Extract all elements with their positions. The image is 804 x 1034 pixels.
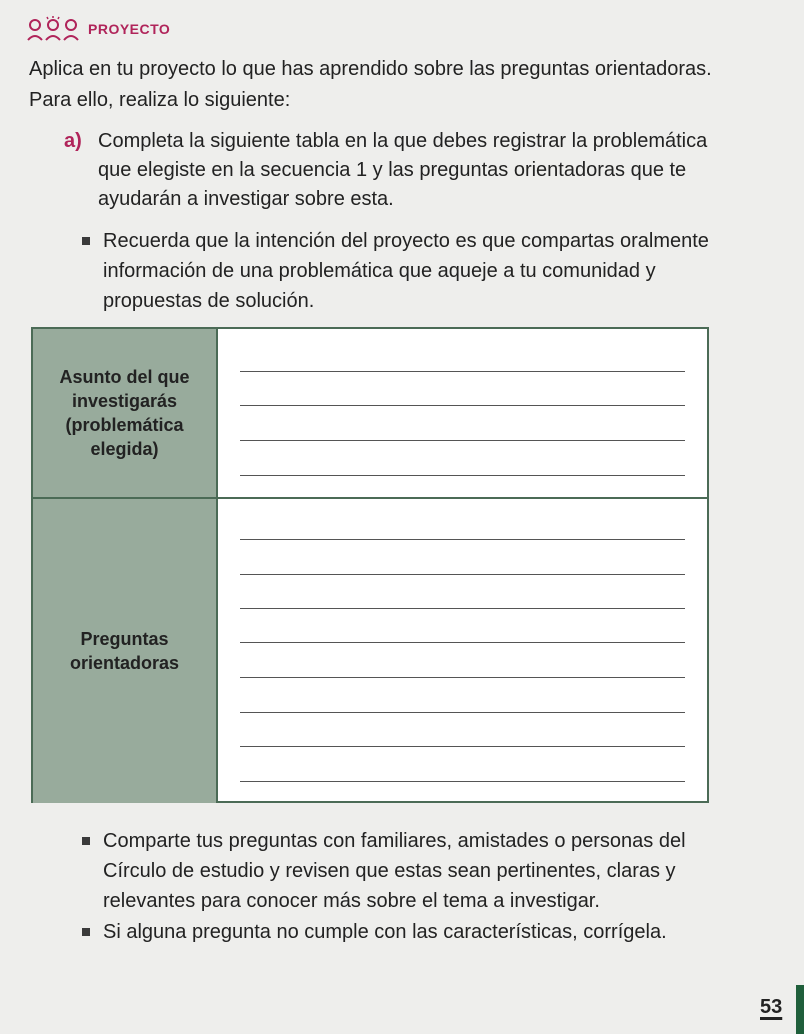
bullet-item (82, 917, 732, 947)
section-header (26, 16, 170, 42)
table-header-topic: Asunto del que investigarás (problemática elegida) (33, 329, 218, 497)
table-row-topic (33, 329, 707, 499)
bullet-item (82, 826, 732, 916)
project-table (31, 327, 709, 803)
answer-line[interactable] (240, 371, 685, 372)
answer-line[interactable] (240, 574, 685, 575)
answer-line[interactable] (240, 677, 685, 678)
instruction-a (64, 127, 724, 214)
answer-line[interactable] (240, 608, 685, 609)
answer-line[interactable] (240, 405, 685, 406)
instruction-letter: a) (64, 130, 82, 152)
bullet-square-icon (82, 928, 90, 936)
answer-line[interactable] (240, 642, 685, 643)
bullet-text: Si alguna pregunta no cumple con las características, corrígela. (103, 921, 667, 943)
instruction-text: Completa la siguiente tabla en la que debes registrar la problemática que elegiste en la secuencia 1 y las preguntas orientadoras que te ayudarán a investigar sobre esta. (98, 130, 708, 210)
answer-lines-topic[interactable] (240, 329, 685, 497)
table-row-questions (33, 499, 707, 803)
page-number: 53 (760, 996, 783, 1018)
section-label: PROYECTO (88, 21, 171, 37)
answer-line[interactable] (240, 781, 685, 782)
bullet-text: Recuerda que la intención del proyecto es que compartas oralmente información de una problemática que aqueje a tu comunidad y propuestas de solución. (103, 230, 709, 312)
bullet-square-icon (82, 837, 90, 845)
answer-line[interactable] (240, 539, 685, 540)
answer-line[interactable] (240, 712, 685, 713)
answer-line[interactable] (240, 746, 685, 747)
bullet-text: Comparte tus preguntas con familiares, amistades o personas del Círculo de estudio y revisen que estas sean pertinentes, claras y relevantes para conocer más sobre el tema a investigar. (103, 830, 686, 912)
bullet-square-icon (82, 237, 90, 245)
table-header-questions: Preguntas orientadoras (33, 499, 218, 803)
answer-lines-questions[interactable] (240, 499, 685, 803)
intro-paragraph: Aplica en tu proyecto lo que has aprendido sobre las preguntas orientadoras. Para ello, realiza lo siguiente: (29, 58, 712, 111)
page-edge-bar (796, 985, 804, 1034)
group-of-people-icon (26, 16, 80, 42)
answer-line[interactable] (240, 440, 685, 441)
bullet-item (82, 226, 722, 316)
answer-line[interactable] (240, 475, 685, 476)
